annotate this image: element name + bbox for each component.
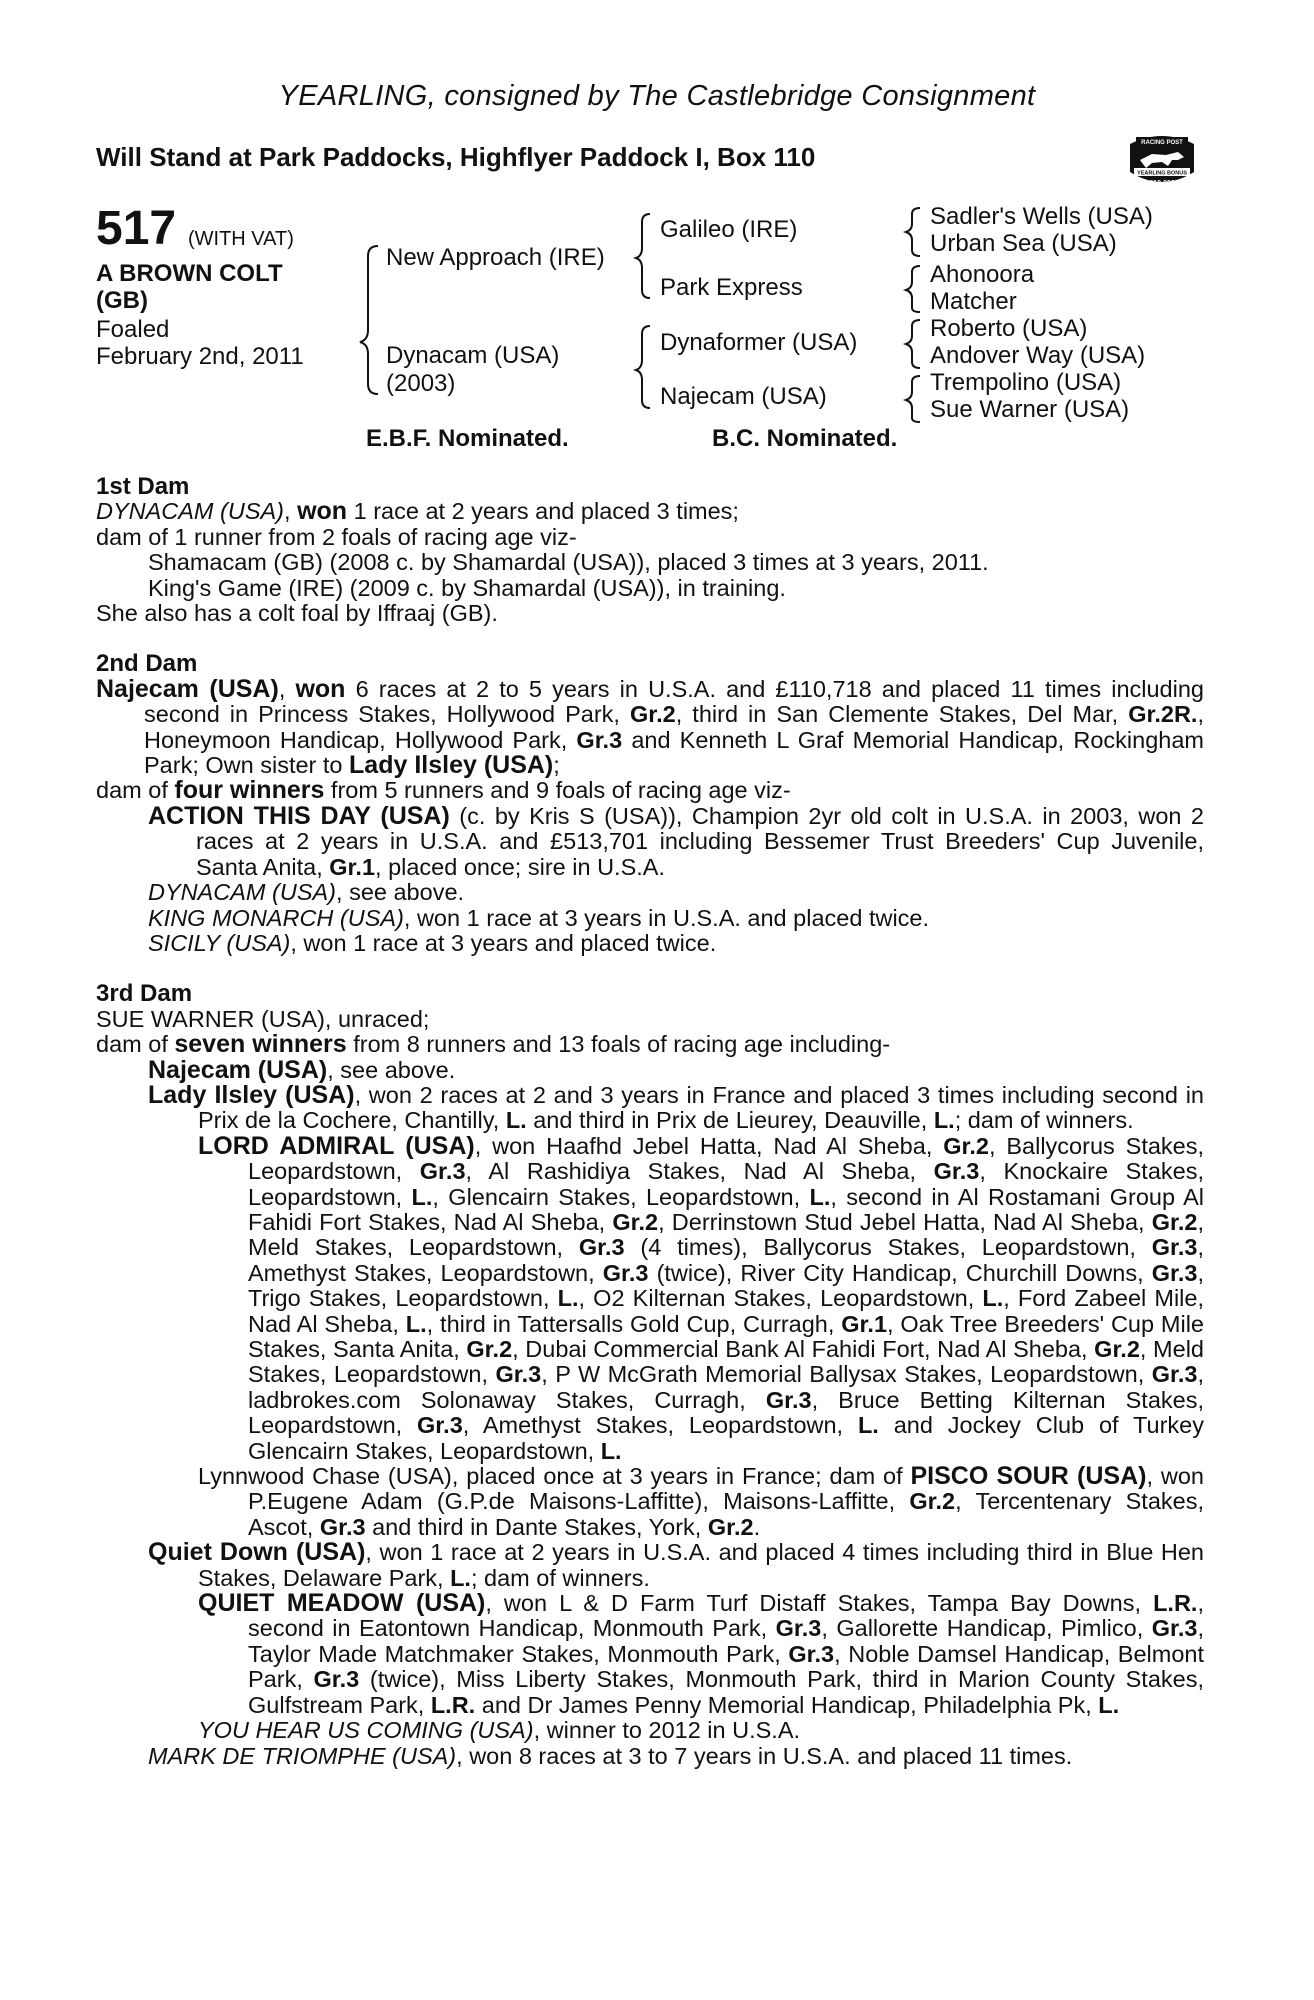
first-dam-offspring-1: Shamacam (GB) (2008 c. by Shamardal (USA)), placed 3 times at 3 years, 2011. [148,549,989,576]
badge-line2: YEARLING BONUS [1137,170,1187,177]
pedigree-sire-sire: Galileo (IRE) [660,216,798,243]
page-title: YEARLING, consigned by The Castlebridge Consignment [278,80,1036,112]
third-dam-line: SUE WARNER (USA), unraced; [96,1005,430,1032]
third-dam-offspring-lady-ilsley: Lady Ilsley (USA), won 2 races at 2 and 3 years in France and placed 3 times including second in Prix de la Cochere, Chantilly, L. and third in Prix de Lieurey, Deauville, L.; dam of winners. [148,1080,1204,1134]
pedigree-g3-3: Ahonoora [930,261,1035,288]
first-dam-produce: dam of 1 runner from 2 foals of racing age viz- [96,523,577,550]
badge-line1: RACING POST [1141,140,1183,146]
second-dam-offspring-dynacam: DYNACAM (USA), see above. [148,879,465,906]
quiet-down-record: Quiet Down (USA), won 1 race at 2 years in U.S.A. and placed 4 times including third in Blue Hen Stakes, Delaware Park, L.; dam of winners. [148,1538,1204,1591]
catalogue-body [96,474,1204,1769]
foaled-date: February 2nd, 2011 [96,343,304,370]
third-dam-produce: dam of seven winners from 8 runners and 13 foals of racing age including- [96,1030,891,1059]
pedigree-g3-8: Sue Warner (USA) [930,396,1130,423]
foaled-label: Foaled [96,316,170,343]
badge-line3: £10,000 [1149,180,1175,187]
lot-vat: (WITH VAT) [188,228,294,250]
ebf-nomination: E.B.F. Nominated. [366,425,569,452]
third-dam-offspring-najecam: Najecam (USA), see above. [148,1055,456,1084]
second-dam-produce: dam of four winners from 5 runners and 9 foals of racing age viz- [96,776,791,805]
first-dam-line: DYNACAM (USA), won 1 race at 2 years and placed 3 times; [96,497,739,526]
pedigree-sire: New Approach (IRE) [386,244,605,271]
lot-number: 517 [96,202,177,255]
first-dam-heading: 1st Dam [96,473,190,500]
pedigree-dam: Dynacam (USA) [386,342,560,369]
second-dam-offspring-action-this-day: ACTION THIS DAY (USA) (c. by Kris S (USA)), Champion 2yr old colt in U.S.A. in 2003, won 2 races at 2 years in U.S.A. and £513,701 including Bessemer Trust Breeders' Cup Juvenile, Santa Anita, Gr.1, placed once; sire in U.S.A. [148,801,1204,880]
quiet-meadow-record: QUIET MEADOW (USA), won L & D Farm Turf Distaff Stakes, Tampa Bay Downs, L.R., second in Eatontown Handicap, Monmouth Park, Gr.3, Gallorette Handicap, Pimlico, Gr.3, Taylor Made Matchmaker Stakes, Monmouth Park, Gr.3, Noble Damsel Handicap, Belmont Park, Gr.3 (twice), Miss Liberty Stakes, Monmouth Park, third in Marion County Stakes, Gulfstream Park, L.R. and Dr James Penny Memorial Handicap, Philadelphia Pk, L. [198,1589,1204,1718]
second-dam-record: Najecam (USA), won 6 races at 2 to 5 years in U.S.A. and £110,718 and placed 11 times including second in Princess Stakes, Hollywood Park, Gr.2, third in San Clemente Stakes, Del Mar, Gr.2R., Honeymoon Handicap, Hollywood Park, Gr.3 and Kenneth L Graf Memorial Handicap, Rockingham Park; Own sister to Lady Ilsley (USA); [96,674,1204,780]
pedigree-dam-dam: Najecam (USA) [660,383,827,410]
bc-nomination: B.C. Nominated. [712,425,898,452]
mark-de-triomphe-record: MARK DE TRIOMPHE (USA), won 8 races at 3 to 7 years in U.S.A. and placed 11 times. [148,1742,1073,1769]
first-dam-offspring-2: King's Game (IRE) (2009 c. by Shamardal (USA)), in training. [148,574,786,601]
first-dam-note: She also has a colt foal by Iffraaj (GB). [96,600,498,627]
third-dam-heading: 3rd Dam [96,980,193,1008]
lynnwood-chase-record: Lynnwood Chase (USA), placed once at 3 years in France; dam of PISCO SOUR (USA), won P.Eugene Adam (G.P.de Maisons-Laffitte), Maisons-Laffitte, Gr.2, Tercentenary Stakes, Ascot, Gr.3 and third in Dante Stakes, York, Gr.2. [198,1462,1204,1540]
pedigree-g3-2: Urban Sea (USA) [930,230,1117,257]
second-dam-offspring-king-monarch: KING MONARCH (USA), won 1 race at 3 years in U.S.A. and placed twice. [148,904,930,931]
pedigree-dam-sire: Dynaformer (USA) [660,329,858,356]
pedigree-g3-5: Roberto (USA) [930,315,1088,342]
you-hear-us-coming-record: YOU HEAR US COMING (USA), winner to 2012 in U.S.A. [198,1717,801,1744]
second-dam-heading: 2nd Dam [96,650,198,678]
second-dam-offspring-sicily: SICILY (USA), won 1 race at 3 years and placed twice. [148,929,717,956]
lot-description: A BROWN COLT (GB) [96,260,283,314]
pedigree-sire-dam: Park Express [660,274,803,301]
pedigree-g3-4: Matcher [930,288,1017,315]
pedigree-g3-6: Andover Way (USA) [930,342,1146,369]
stand-location: Will Stand at Park Paddocks, Highflyer Paddock I, Box 110 [96,142,816,172]
lord-admiral-record: LORD ADMIRAL (USA), won Haafhd Jebel Hatta, Nad Al Sheba, Gr.2, Ballycorus Stakes, Leopardstown, Gr.3, Al Rashidiya Stakes, Nad Al Sheba, Gr.3, Knockaire Stakes, Leopardstown, L., Glencairn Stakes, Leopardstown, L., second in Al Rostamani Group Al Fahidi Fort Stakes, Nad Al Sheba, Gr.2, Derrinstown Stud Jebel Hatta, Nad Al Sheba, Gr.2, Meld Stakes, Leopardstown, Gr.3 (4 times), Ballycorus Stakes, Leopardstown, Gr.3, Amethyst Stakes, Leopardstown, Gr.3 (twice), River City Handicap, Churchill Downs, Gr.3, Trigo Stakes, Leopardstown, L., O2 Kilternan Stakes, Leopardstown, L., Ford Zabeel Mile, Nad Al Sheba, L., third in Tattersalls Gold Cup, Curragh, Gr.1, Oak Tree Breeders' Cup Mile Stakes, Santa Anita, Gr.2, Dubai Commercial Bank Al Fahidi Fort, Nad Al Sheba, Gr.2, Meld Stakes, Leopardstown, Gr.3, P W McGrath Memorial Ballysax Stakes, Leopardstown, Gr.3, ladbrokes.com Solonaway Stakes, Curragh, Gr.3, Bruce Betting Kilternan Stakes, Leopardstown, Gr.3, Amethyst Stakes, Leopardstown, L. and Jockey Club of Turkey Glencairn Stakes, Leopardstown, L. [198,1131,1205,1464]
pedigree-g3-7: Trempolino (USA) [930,369,1122,396]
pedigree-g3-1: Sadler's Wells (USA) [930,203,1153,230]
pedigree-dam-year: (2003) [386,370,456,397]
